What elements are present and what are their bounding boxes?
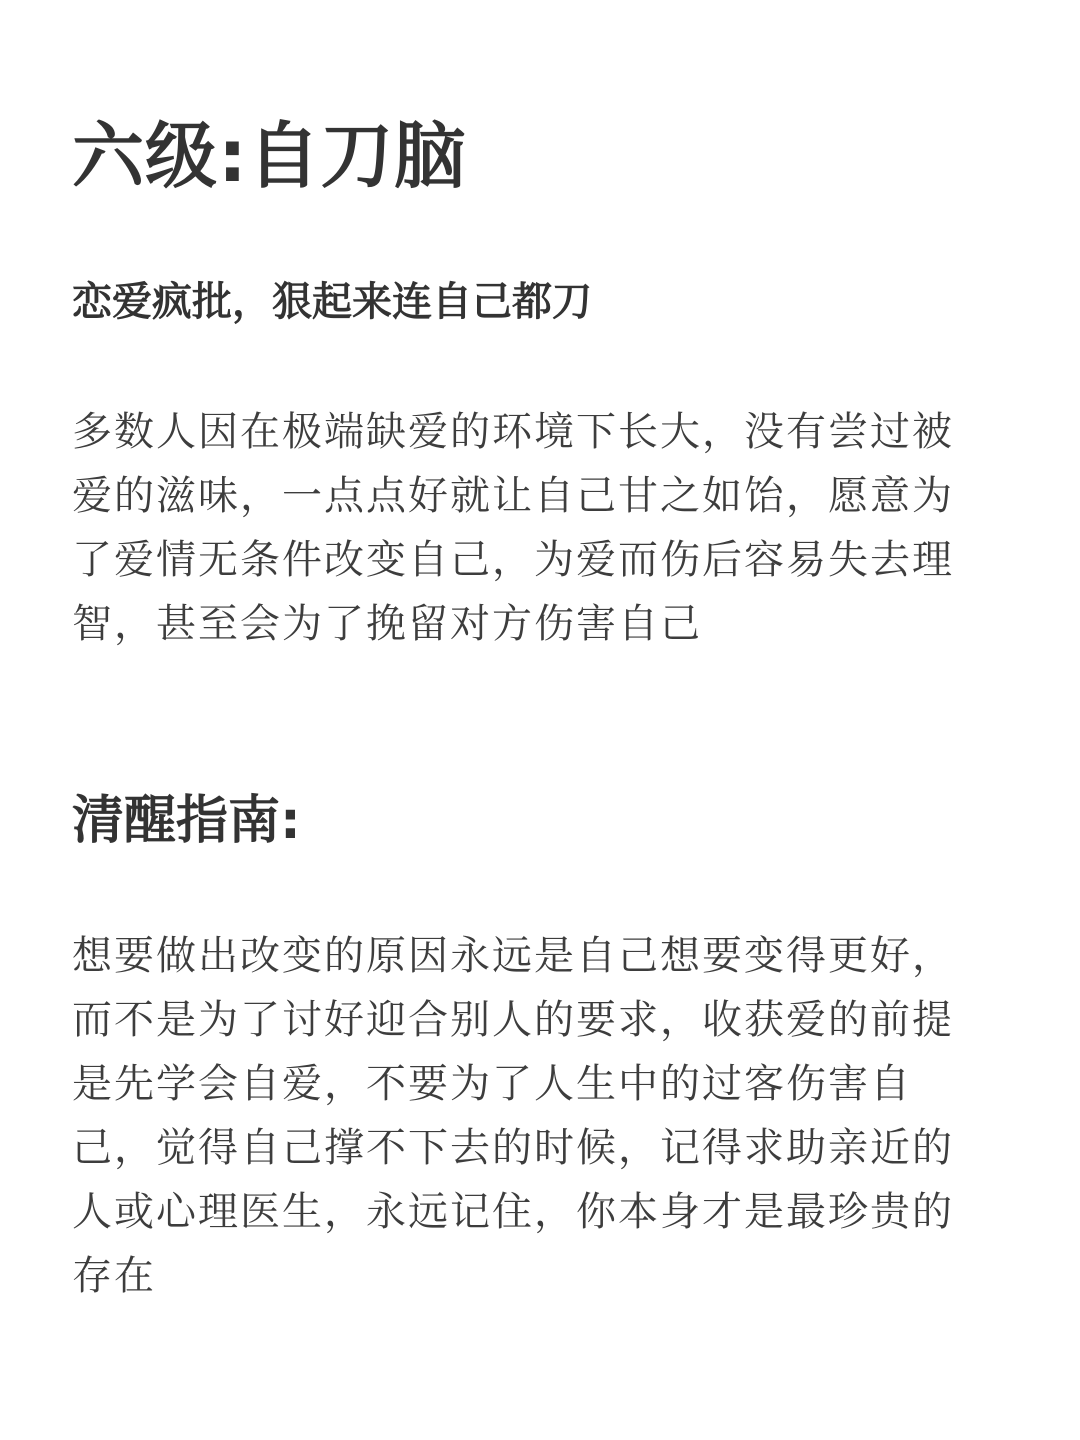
description-paragraph: 多数人因在极端缺爱的环境下长大，没有尝过被爱的滋味，一点点好就让自己甘之如饴，愿意为了爱情无条件改变自己，为爱而伤后容易失去理智，甚至会为了挽留对方伤害自己 xyxy=(72,409,954,647)
page-title: 六级:自刀脑 xyxy=(72,114,467,198)
guide-paragraph: 想要做出改变的原因永远是自己想要变得更好，而不是为了讨好迎合别人的要求，收获爱的前提是先学会自爱，不要为了人生中的过客伤害自己，觉得自己撑不下去的时候，记得求助亲近的人或心理医生，永远记住，你本身才是最珍贵的存在 xyxy=(72,933,954,1299)
guide-heading: 清醒指南: xyxy=(72,791,301,851)
subtitle: 恋爱疯批，狠起来连自己都刀 xyxy=(72,279,592,325)
